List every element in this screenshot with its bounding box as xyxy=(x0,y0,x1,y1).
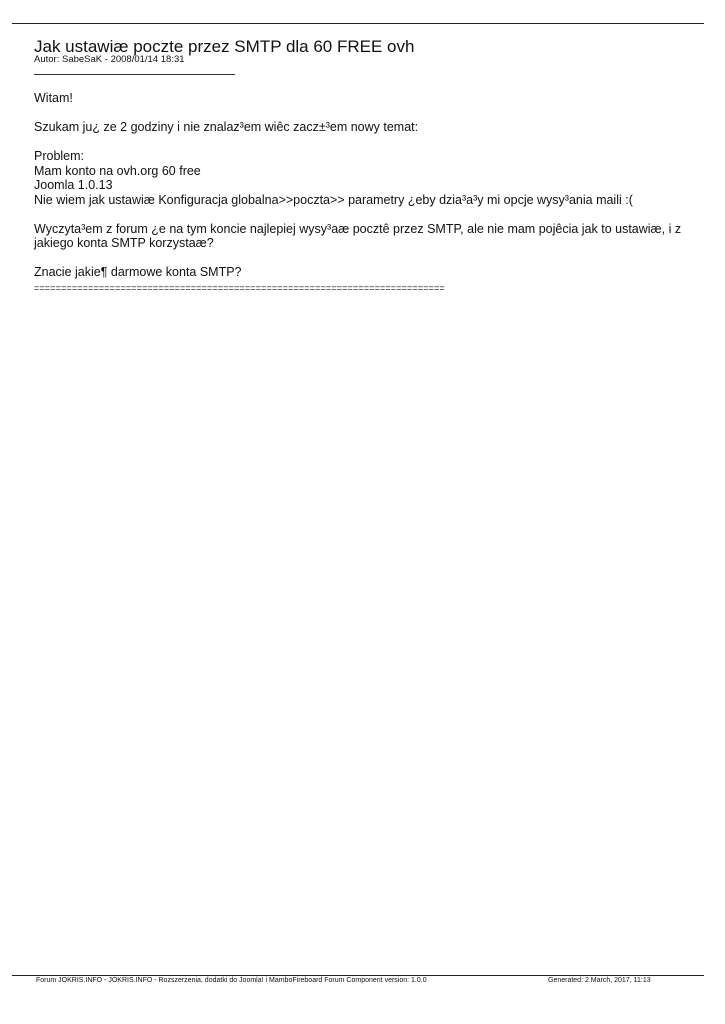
problem-line: Joomla 1.0.13 xyxy=(34,178,113,192)
problem-line: Problem: xyxy=(34,149,85,163)
footer-forum-info xyxy=(36,977,427,985)
footer-generated-date: Generated: 2 March, 2017, 11:13 xyxy=(548,977,651,984)
intro-paragraph xyxy=(34,120,684,135)
question-text: Znacie jakie¶ darmowe konta SMTP? xyxy=(34,265,242,279)
footer-forum-name: Forum JOKRIS.INFO - JOKRIS.INFO - Rozszerzenia, dodatki do Joomla! i Mambo xyxy=(36,977,293,984)
problem-line: Mam konto na ovh.org 60 free xyxy=(34,163,201,178)
header-divider xyxy=(12,23,704,24)
footer-component-version: Fireboard Forum Component version: 1.0.0 xyxy=(292,977,427,984)
footer-divider xyxy=(12,975,704,976)
post-author-line: Autor: SabeSaK - 2008/01/14 18:31 xyxy=(34,54,185,65)
post-title: Jak ustawiæ poczte przez SMTP dla 60 FREE ovh xyxy=(34,37,415,56)
forum-note-text: Wyczyta³em z forum ¿e na tym koncie najlepiej wysy³aæ pocztê przez SMTP, ale nie mam pojêcia jak to ustawiæ, i z jakiego konta SMTP korzystaæ? xyxy=(34,221,682,250)
post-separator: ============================================================================ xyxy=(34,283,445,293)
intro-text: Szukam ju¿ ze 2 godziny i nie znalaz³em wiêc zacz±³em nowy temat: xyxy=(34,120,419,134)
author-underline xyxy=(34,74,235,75)
greeting-paragraph xyxy=(34,91,684,106)
problem-line: Nie wiem jak ustawiæ Konfiguracja globalna>>poczta>> parametry ¿eby dzia³a³y mi opcje wysy³ania maili :( xyxy=(34,192,633,207)
problem-paragraph xyxy=(34,149,684,207)
forum-note-paragraph xyxy=(34,222,684,251)
question-paragraph xyxy=(34,265,684,280)
greeting-text: Witam! xyxy=(34,91,73,105)
post-body xyxy=(34,91,684,294)
